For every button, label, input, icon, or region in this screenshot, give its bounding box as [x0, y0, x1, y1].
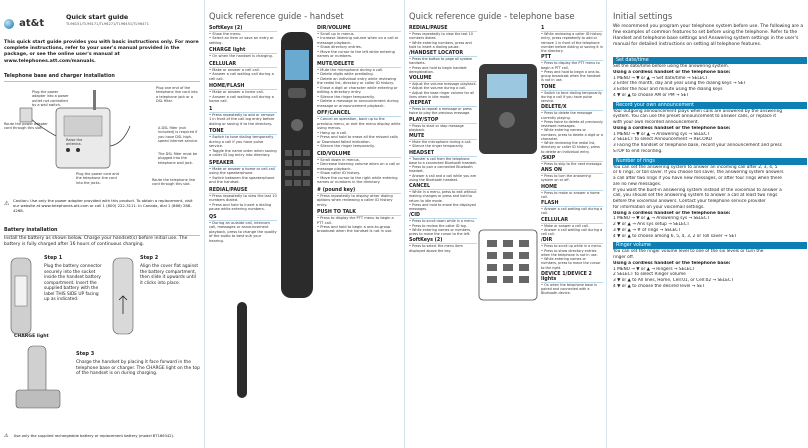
key-description — [541, 55, 603, 82]
key-function: • While in a menu, press to exit without making changes or press and hold to return to idle mode. • Press and hold to erase the displayed messages. — [409, 190, 477, 211]
key-name: VOLUME — [409, 76, 477, 82]
battery-cover-illustration — [110, 256, 136, 336]
key-description — [409, 51, 477, 74]
key-function: • Press to skip to the next message. — [541, 161, 603, 166]
key-name: /CID — [409, 213, 477, 219]
settings-line: system. You can use the preset announcement to answer calls, or replace it — [613, 114, 777, 120]
key-name: # (pound key) — [317, 188, 401, 194]
key-name: CELLULAR — [209, 62, 277, 68]
key-name: QS — [209, 215, 277, 221]
key-description — [409, 134, 477, 149]
key-name: CELLULAR — [541, 218, 603, 224]
key-function: • Press to turn the answering system on or off. — [541, 174, 591, 183]
key-description — [409, 184, 477, 211]
battery-heading: Battery installation — [4, 227, 58, 233]
settings-line: are no new messages. — [613, 181, 662, 187]
key-name: CHARGE light — [209, 48, 277, 54]
model-numbers: TL96151/TL96171/TL96271/TL96451/TL96471 — [66, 22, 149, 26]
settings-line: Set the date/time before using the answering system. — [613, 64, 730, 69]
settings-line: or 6 rings, or toll saver. If you choose toll saver, the answering system answers — [613, 170, 784, 176]
step3-title: Step 3 — [76, 351, 95, 357]
key-function: • Press to display the PTT menu to begin a PTT call. • Press and hold to begin a one-to-group broadcast when the handset is not in use. — [541, 61, 601, 83]
settings-line: Using a cordless handset or the telephone base: — [613, 69, 731, 75]
handset-keys-right-column — [317, 26, 401, 237]
caution-box — [4, 198, 200, 220]
base-reference-title: Quick reference guide - telephone base — [409, 11, 575, 21]
settings-line: 3 Facing the handset or telephone base, record your announcement and press — [613, 143, 782, 148]
key-description — [209, 129, 277, 157]
key-function: • Press to start or stop message playback. — [409, 123, 464, 132]
warning-icon: ⚠ — [4, 200, 10, 207]
settings-section-bar: Number of rings — [613, 158, 807, 165]
settings-line: You can set the answering system to answer an incoming call after 2, 3, 4, 5 — [613, 164, 778, 170]
key-description — [209, 188, 277, 212]
settings-line: 2 SELECT to select Ringer volume — [613, 272, 686, 278]
panel-handset-reference — [204, 0, 403, 448]
settings-line: 3 ▼ or ▲ to All lines, Home, Cell:01, or Cell:02 → SELECT — [613, 278, 734, 283]
key-description — [317, 111, 401, 148]
panel-base-reference — [404, 0, 605, 448]
settings-line: 2 ▼ or ▲ → Ans sys setup → SELECT — [613, 222, 690, 227]
key-description — [409, 26, 477, 49]
key-description — [209, 62, 277, 81]
key-function: • Adjust the volume message playback. • Adjust the volume during a call. • Adjust the base ringer volume for all lines when in idle mode. — [409, 82, 477, 99]
panel-initial-settings — [606, 0, 808, 448]
settings-line: before the voicemail answers. Contact your telephone service provider — [613, 199, 766, 204]
step2-title: Step 2 — [140, 255, 159, 261]
installation-heading: Telephone base and charger installation — [4, 73, 115, 79]
step3-text: Charge the handset by placing it face forward in the telephone base or charger. The CHARGE light on the top of the handset is on during charging. — [76, 360, 200, 377]
key-description — [409, 118, 477, 133]
key-name: TONE — [209, 129, 277, 135]
key-name: ANS ON — [541, 168, 603, 174]
settings-line: 4 ▼ or ▲ to choose the desired level → SET — [613, 283, 705, 289]
charge-light-label: CHARGE light — [14, 334, 49, 339]
warning-icon: ⚠ — [4, 433, 9, 439]
key-function: • Mute the microphone during a call. • Delete digits while predialing. • Delete an individual entry while reviewing the redial list, directory or caller ID history. • Erase a digit or character while entering or editing a directory entry. • Silence the ringer temporarily. • Delete a message or announcement during message or announcement playback. — [317, 67, 399, 108]
key-description — [209, 161, 277, 185]
key-description — [409, 151, 477, 183]
base-keys-left-column — [409, 26, 477, 255]
settings-section-bar: Record your own announcement — [613, 102, 807, 109]
settings-section-bar: Set date/time — [613, 57, 807, 64]
key-name: PTT — [541, 55, 603, 61]
key-description — [541, 272, 603, 296]
key-description — [541, 238, 603, 270]
key-function: • Make or answer a cell call. • Answer a call waiting call during a cell call. — [541, 223, 603, 236]
telephone-base-front-illustration — [475, 60, 541, 390]
settings-line: Using a cordless handset or the telephone base: — [613, 260, 731, 266]
settings-line: Using a cordless handset or the telephone base: — [613, 210, 731, 216]
key-function: • While reviewing a caller ID history entry, press repeatedly to add or remove 1 in front of the telephone number before dialing or saving it in the directory. — [541, 32, 603, 53]
callout-antenna: Raise the antenna. — [66, 138, 83, 147]
key-name: CANCEL — [409, 184, 477, 190]
key-function: • Press repeatedly to add or remove 1 in front of the call log entry before dialing or saving it to the directory. — [209, 112, 275, 126]
key-description — [541, 105, 603, 154]
key-function: • Transfer a call from the telephone base to a connected Bluetooth headset. • Press to pair a connected Bluetooth headset. • Answer a call and a call while you are using the Bluetooth headset. — [409, 156, 477, 182]
key-function: • Switch to tone dialing temporarily during a call if you have pulse service. • Toggle the name order when saving a caller ID log entry into directory. — [209, 135, 277, 158]
key-name: CID/VOLUME — [317, 152, 401, 158]
step1-text: Plug the battery connector securely into the socket inside the handset battery compartment. Insert the supplied battery with the label THIS SIDE UP facing up as indicated. — [44, 264, 102, 303]
key-function: • Press to scroll down while in a menu. • Press to review the caller ID log. • While entering names or numbers, press to move the cursor to the left. — [409, 219, 475, 236]
key-name: PLAY/STOP — [409, 118, 477, 124]
key-description — [209, 84, 277, 103]
key-function: • Press to make or answer a home call. — [541, 190, 600, 199]
key-description — [317, 26, 401, 59]
key-function: • Press to scroll up while in a menu. • Press to show directory entries when the telephone is not in use. • While entering names or numbers, press to move the cursor to the right. — [541, 244, 602, 270]
key-function: • Press to delete the message currently playing. • Press twice to delete all previously reviewed messages. • While entering names or numbers, press to delete a digit or a character. • While reviewing the redial list, directory or caller ID history, press to delete an individual entry. — [541, 111, 603, 154]
settings-line: 2 Enter the month, day and year using the dialing keys → SET — [613, 81, 747, 87]
key-description — [209, 26, 277, 45]
key-name: DEVICE 1/DEVICE 2 lights — [541, 272, 603, 283]
key-description — [409, 238, 477, 253]
settings-line: If you want the built-in answering system instead of the voicemail to answer a — [613, 187, 782, 193]
key-description — [541, 218, 603, 237]
key-name: HEADSET — [409, 151, 477, 157]
key-function: • Answer a call waiting call during a call. — [541, 207, 603, 216]
key-name: TONE — [541, 85, 603, 91]
key-description — [541, 156, 603, 166]
initial-settings-intro: We recommend you program your telephone system before use. The following are a few examples of common features to set before using the telephone. Refer to the Handset and telephone base settings and Answering system settings in the user's manual for detailed instructions on setting all telephone features. — [613, 24, 804, 47]
key-name: OFF/CANCEL — [317, 111, 401, 117]
key-description — [317, 210, 401, 234]
key-name: SoftKeys (2) — [409, 238, 477, 244]
key-function: • Press repeatedly to view the last 10 numbers dialed. • Press and hold to insert a dialing pause while entering numbers. — [209, 193, 277, 212]
key-name: MUTE/DELETE — [317, 62, 401, 68]
key-name: HOME — [541, 185, 603, 191]
settings-line: Your outgoing announcement plays when calls are answered by the answering — [613, 108, 783, 114]
step2-text: Align the cover flat against the battery compartment, then slide it upwards until it clicks into place. — [140, 264, 199, 286]
key-function: • Press to repeat a message or press twice to play the previous message. — [409, 107, 472, 116]
panel-quick-start — [0, 0, 202, 448]
key-name: /REPEAT — [409, 101, 477, 107]
handset-reference-title: Quick reference guide - handset — [209, 11, 344, 21]
settings-line: Using a cordless handset or the telephone base: — [613, 125, 731, 131]
key-function: • Make or answer a cell call. • Answer a call waiting call during a cell call. — [209, 67, 274, 81]
key-function: • During an outside call, intercom call, messages or announcement playback, press to change the quality of the audio to best suit your hearing. — [209, 220, 277, 243]
globe-icon — [4, 19, 14, 29]
settings-line: STOP to end recording. — [613, 148, 663, 154]
key-description — [317, 152, 401, 185]
callout-plug-cords: Plug the power cord and the telephone line cord into the jacks. — [76, 172, 119, 185]
handset-illustration — [279, 30, 315, 300]
callout-dsl-wall: The DSL filter must be plugged into the telephone wall jack. — [158, 152, 198, 165]
settings-line: a call after two rings if you have new messages, or after four rings when there — [613, 176, 782, 181]
handset-side-illustration — [235, 300, 249, 400]
base-keys-right-column — [541, 26, 603, 298]
callout-line-cord: Plug one end of the telephone line cord into a telephone jack or a DSL filter. — [156, 86, 198, 104]
key-function: • On when the telephone base is paired and connected with a Bluetooth device. — [541, 282, 597, 296]
guide-title: Quick start guide — [66, 13, 129, 21]
att-logo: at&t — [4, 14, 44, 32]
key-function: • Press to display the PTT menu to begin a PTT call. • Press and hold to begin a one-to-group broadcast when the handset is not in use. — [317, 216, 394, 234]
key-function: • Switch to tone dialing temporarily during a call if you have pulse service. — [541, 90, 602, 103]
key-function: • Mute the microphone during a call. • Silence the ringer temporarily. — [409, 140, 472, 149]
key-name: SPEAKER — [209, 161, 277, 167]
caution-text: Caution: Use only the power adapter provided with this product. To obtain a replacement, visit our website at www.telephones.att.com or call 1 (800) 222-3111. In Canada, dial 1 (866) 288-4268. — [13, 198, 193, 214]
settings-line: for information on your voicemail settings. — [613, 204, 705, 210]
key-name: SoftKeys (2) — [209, 26, 277, 32]
key-function: • Show the menu. • Select an item or save an entry or setting. — [209, 32, 274, 45]
settings-line: with your own recorded announcement. — [613, 120, 699, 125]
key-name: /SKIP — [541, 156, 603, 162]
initial-settings-title: Initial settings — [613, 11, 673, 21]
key-name: DELETE/X — [541, 105, 603, 111]
callout-route-power: Route the power adapter cord through this slot. — [4, 122, 48, 131]
key-description — [209, 48, 277, 58]
key-description — [409, 101, 477, 116]
settings-line: call, you should set the answering system to answer a call at least two rings — [613, 193, 778, 199]
key-function: • Press repeatedly to display other dialing options when reviewing a caller ID history entry. — [317, 193, 393, 207]
key-name: MUTE — [409, 134, 477, 140]
key-description — [541, 185, 603, 200]
key-function: • Scroll up in menus. • Increase listening volume when on a call or message playback. • Show directory entries. • Move the cursor to the left while entering names or numbers. — [317, 32, 399, 59]
settings-line: 3 ▼ or ▲ → # of rings → SELECT — [613, 227, 681, 233]
settings-line: 3 Enter the hour and minute using the dialing keys — [613, 87, 723, 92]
key-description — [541, 85, 603, 104]
key-name: FLASH — [541, 201, 603, 207]
settings-line: 4 ▼ or ▲ to choose AM or PM → SET — [613, 92, 689, 98]
key-function: • Make or answer a home call. • Answer a call waiting call during a home call. — [209, 90, 274, 104]
key-description — [317, 62, 401, 108]
key-description — [541, 168, 603, 183]
key-function: • Scroll down in menus. • Decrease listening volume when on a call or message playback. • Show caller ID history. • Move the cursor to the right while entering names or numbers in the directory. — [317, 157, 400, 185]
intro-text: This quick start guide provides you with basic instructions only. For more complete instructions, refer to your user's manual provided in the package, or see the online user's manual at www.telephones.att.com/manuals. — [4, 40, 199, 64]
settings-line: 1 MENU → ▼ or ▲ → Answering sys → SELECT — [613, 216, 710, 222]
key-name: /DIR — [541, 238, 603, 244]
handset-battery-illustration — [8, 256, 34, 336]
footer-note: ⚠ Use only the supplied rechargeable battery or replacement battery (model BT166342). — [4, 433, 175, 439]
key-description — [209, 107, 277, 126]
handset-keys-left-column — [209, 26, 277, 246]
key-description — [317, 188, 401, 207]
settings-line: 1 MENU → ▼ or ▲ → Set date/time → SELECT — [613, 75, 709, 81]
callout-dsl-filter: A DSL filter (not included) is required if you have DSL high-speed internet service. — [158, 126, 199, 144]
key-name: REDIAL/PAUSE — [209, 188, 277, 194]
key-description — [209, 215, 277, 243]
battery-intro: Install the battery as shown below. Charge your handset(s) before initial use. The battery is fully charged after 16 hours of continuous charging. — [4, 236, 188, 247]
key-name: 1 — [209, 107, 277, 113]
key-function: • Cancel an operation, back up to the previous menu, or exit the menu display while using menus. • Hang up a call. • Press and hold to erase all the missed calls or Download failed indication. • Silence the ringer temporarily. — [317, 117, 401, 149]
key-name: /HANDSET LOCATOR — [409, 51, 477, 57]
key-function: • Make or answer a home or cell call using the speakerphone. • Switch between the speakerphone and the handset. — [209, 166, 275, 185]
charger-illustration — [8, 342, 68, 412]
key-name: DIR/VOLUME — [317, 26, 401, 32]
settings-line: ringer off. — [613, 255, 635, 260]
key-function: • Press the button to page all system handsets. • Press and hold to begin handset deregistration. — [409, 57, 473, 74]
key-description — [409, 213, 477, 236]
key-name: REDIAL/PAUSE — [409, 26, 477, 32]
settings-line: 1 MENU → ▼ or ▲ → Answering sys → SELECT — [613, 131, 710, 137]
key-function: • Press repeatedly to view the last 10 numbers dialed. • While entering numbers, press and hold to insert a dialing pause. — [409, 32, 473, 49]
key-description — [541, 26, 603, 53]
key-name: 1 — [541, 26, 603, 32]
key-name: HOME/FLASH — [209, 84, 277, 90]
settings-sections — [613, 54, 807, 290]
settings-line: 2 SELECT to select Announcement → RECORD — [613, 137, 712, 143]
key-name: PUSH TO TALK — [317, 210, 401, 216]
settings-line: You can set the ringer volume level to one of the six levels or turn the — [613, 249, 764, 255]
key-function: • Press to select the menu item displayed above the key. — [409, 244, 463, 253]
step1-title: Step 1 — [44, 255, 63, 261]
key-function: • On when the handset is charging. — [209, 54, 273, 59]
settings-line: 4 ▼ or ▲ to choose among 6, 5, 4, 3, 2 or Toll saver → SET — [613, 233, 737, 239]
key-description — [409, 76, 477, 99]
settings-line: 1 MENU → ▼ or ▲ → Ringers → SELECT — [613, 266, 696, 272]
key-description — [541, 201, 603, 216]
callout-power-adapter: Plug the power adapter into a power outlet not controlled by a wall switch. — [32, 90, 69, 108]
settings-section-bar: Ringer volume — [613, 242, 807, 249]
callout-route-line: Route the telephone line cord through this slot. — [152, 178, 196, 187]
